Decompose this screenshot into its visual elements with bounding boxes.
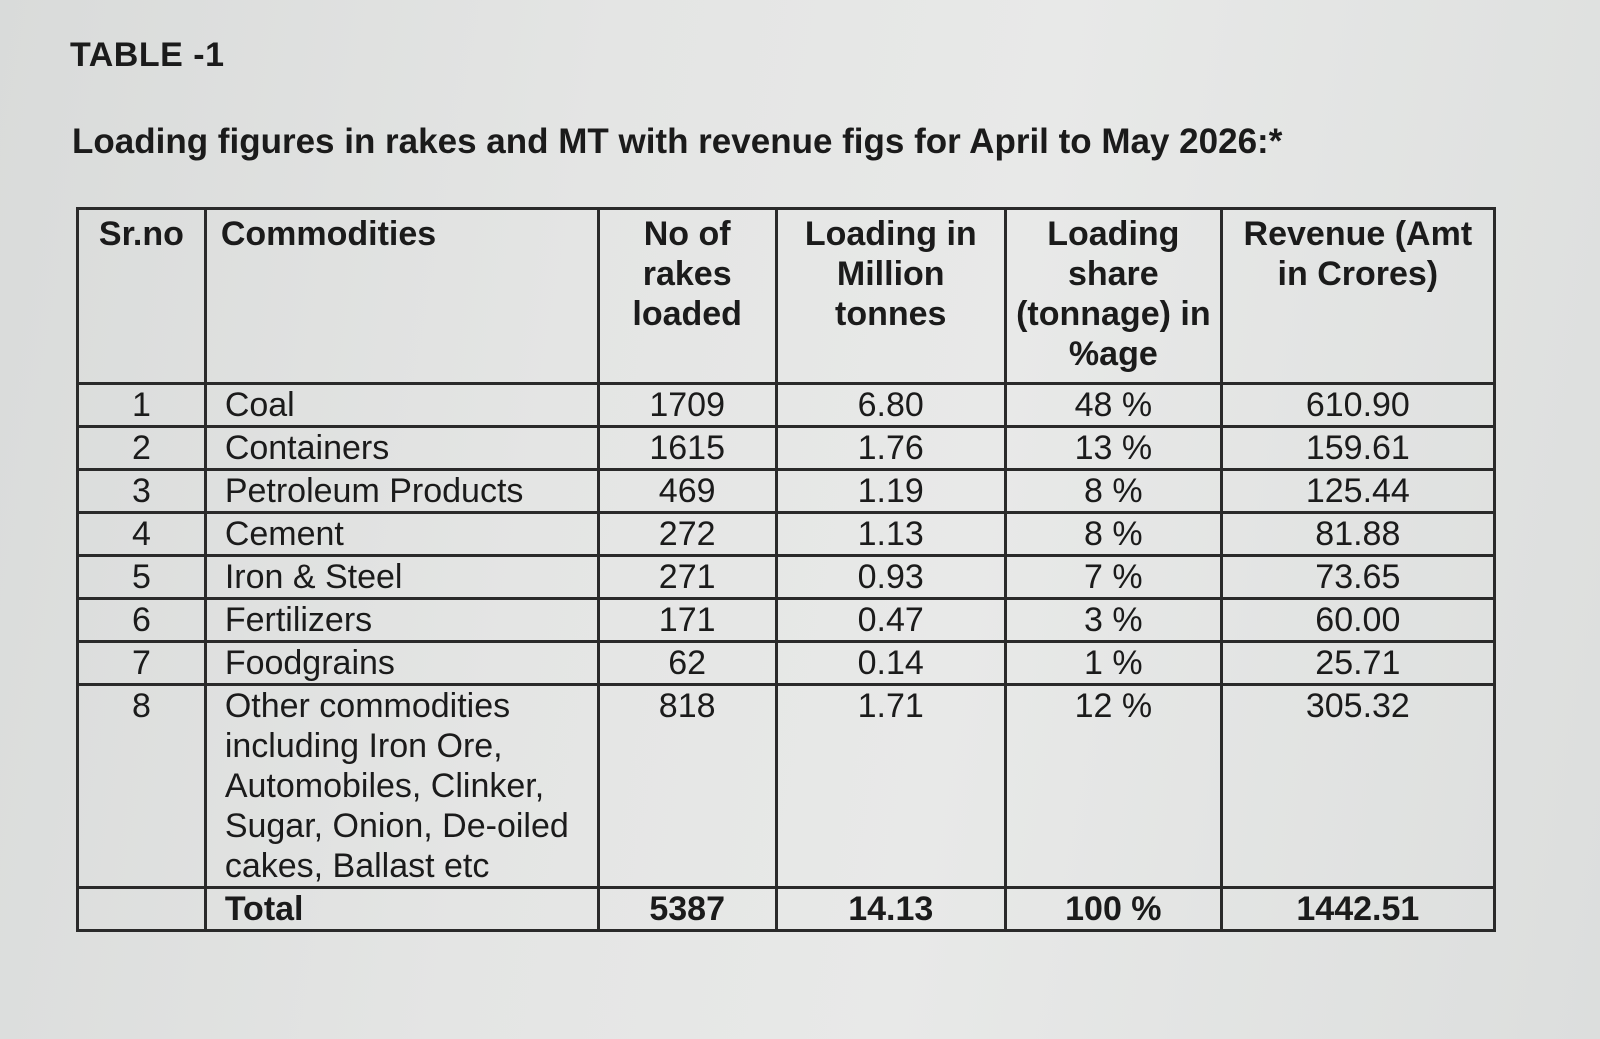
cell-share: 8 % — [1005, 470, 1221, 513]
cell-revenue: 305.32 — [1221, 685, 1494, 888]
cell-share: 3 % — [1005, 599, 1221, 642]
cell-loading: 0.47 — [776, 599, 1005, 642]
cell-rakes: 272 — [598, 513, 776, 556]
header-commodities: Commodities — [205, 209, 598, 384]
loading-table-container — [76, 207, 1496, 932]
table-row — [78, 685, 1495, 888]
cell-revenue: 25.71 — [1221, 642, 1494, 685]
header-loading: Loading in Million tonnes — [776, 209, 1005, 384]
cell-share: 13 % — [1005, 427, 1221, 470]
cell-revenue: 610.90 — [1221, 384, 1494, 427]
table-row — [78, 556, 1495, 599]
cell-commodity: Iron & Steel — [205, 556, 598, 599]
cell-commodity: Petroleum Products — [205, 470, 598, 513]
cell-loading: 0.93 — [776, 556, 1005, 599]
cell-rakes: 818 — [598, 685, 776, 888]
table-row — [78, 599, 1495, 642]
cell-revenue: 73.65 — [1221, 556, 1494, 599]
cell-commodity: Foodgrains — [205, 642, 598, 685]
cell-commodity: Fertilizers — [205, 599, 598, 642]
cell-commodity: Coal — [205, 384, 598, 427]
cell-sr: 1 — [78, 384, 206, 427]
cell-share: 8 % — [1005, 513, 1221, 556]
total-revenue: 1442.51 — [1221, 888, 1494, 931]
cell-loading: 1.19 — [776, 470, 1005, 513]
cell-sr: 7 — [78, 642, 206, 685]
cell-sr — [78, 888, 206, 931]
total-rakes: 5387 — [598, 888, 776, 931]
cell-share: 12 % — [1005, 685, 1221, 888]
table-label: TABLE -1 — [70, 36, 225, 74]
table-row — [78, 427, 1495, 470]
cell-sr: 5 — [78, 556, 206, 599]
loading-table — [76, 207, 1496, 932]
cell-sr: 3 — [78, 470, 206, 513]
total-label: Total — [205, 888, 598, 931]
cell-loading: 1.13 — [776, 513, 1005, 556]
cell-loading: 6.80 — [776, 384, 1005, 427]
total-loading: 14.13 — [776, 888, 1005, 931]
total-row — [78, 888, 1495, 931]
table-title: Loading figures in rakes and MT with revenue figs for April to May 2026:* — [72, 122, 1283, 161]
table-row — [78, 384, 1495, 427]
total-share: 100 % — [1005, 888, 1221, 931]
cell-rakes: 1615 — [598, 427, 776, 470]
header-share: Loading share (tonnage) in %age — [1005, 209, 1221, 384]
table-row — [78, 642, 1495, 685]
cell-rakes: 271 — [598, 556, 776, 599]
table-row — [78, 470, 1495, 513]
cell-sr: 2 — [78, 427, 206, 470]
cell-share: 48 % — [1005, 384, 1221, 427]
cell-commodity: Other commodities including Iron Ore, Automobiles, Clinker, Sugar, Onion, De-oiled cakes, Ballast etc — [205, 685, 598, 888]
cell-sr: 8 — [78, 685, 206, 888]
cell-sr: 4 — [78, 513, 206, 556]
table-row — [78, 513, 1495, 556]
cell-revenue: 125.44 — [1221, 470, 1494, 513]
cell-loading: 1.71 — [776, 685, 1005, 888]
cell-rakes: 1709 — [598, 384, 776, 427]
cell-revenue: 81.88 — [1221, 513, 1494, 556]
header-revenue: Revenue (Amt in Crores) — [1221, 209, 1494, 384]
cell-share: 7 % — [1005, 556, 1221, 599]
cell-rakes: 62 — [598, 642, 776, 685]
cell-commodity: Cement — [205, 513, 598, 556]
cell-rakes: 171 — [598, 599, 776, 642]
cell-share: 1 % — [1005, 642, 1221, 685]
cell-loading: 0.14 — [776, 642, 1005, 685]
header-rakes: No of rakes loaded — [598, 209, 776, 384]
cell-revenue: 159.61 — [1221, 427, 1494, 470]
cell-loading: 1.76 — [776, 427, 1005, 470]
cell-sr: 6 — [78, 599, 206, 642]
header-row — [78, 209, 1495, 384]
cell-rakes: 469 — [598, 470, 776, 513]
cell-commodity: Containers — [205, 427, 598, 470]
cell-revenue: 60.00 — [1221, 599, 1494, 642]
header-sr-no: Sr.no — [78, 209, 206, 384]
